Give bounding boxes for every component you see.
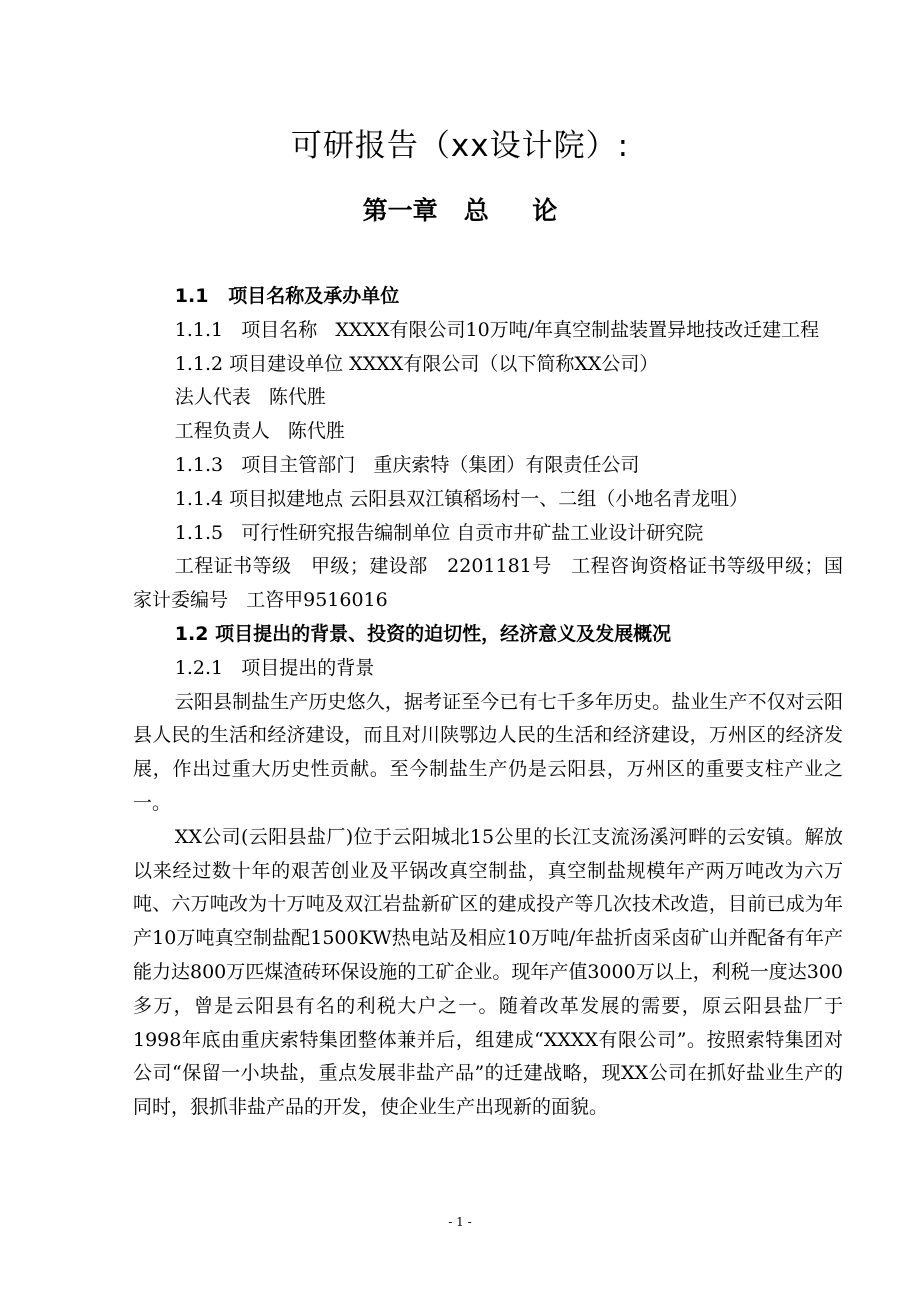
section-1-2-1: 1.2.1 项目提出的背景 <box>174 656 375 679</box>
certificate-info: 工程证书等级 甲级；建设部 2201181号 工程咨询资格证书等级甲级；国家计委编号 工咨甲9516016 <box>133 555 843 612</box>
section-1-1-4: 1.1.4 项目拟建地点 云阳县双江镇稻场村一、二组（小地名青龙咀） <box>174 487 749 510</box>
chapter-heading: 第一章 总 论 <box>362 196 558 225</box>
paragraph-history: 云阳县制盐生产历史悠久，据考证至今已有七千多年历史。盐业生产不仅对云阳县人民的生活和经济建设，而且对川陕鄂边人民的生活和经济建设，万州区的经济发展，作出过重大历史性贡献。至今制盐生产仍是云阳县，万州区的重要支柱产业之一。 <box>133 690 843 814</box>
page-number: - 1 - <box>448 1215 472 1229</box>
paragraph-company: XX公司(云阳县盐厂)位于云阳城北15公里的长江支流汤溪河畔的云安镇。解放以来经过数十年的艰苦创业及平锅改真空制盐，真空制盐规模年产两万吨改为六万吨、六万吨改为十万吨及双江岩盐新矿区的建成投产等几次技术改造，目前已成为年产10万吨真空制盐配1500KW热电站及相应10万吨/年盐折卤采卤矿山并配备有年产能力达800万匹煤渣砖环保设施的工矿企业。现年产值3000万以上，利税一度达300多万，曾是云阳县有名的利税大户之一。随着改革发展的需要，原云阳县盐厂于1998年底由重庆索特集团整体兼并后，组建成“XXXX有限公司”。按照索特集团对公司“保留一小块盐，重点发展非盐产品”的迁建战略，现XX公司在抓好盐业生产的同时，狠抓非盐产品的开发，使企业生产出现新的面貌。 <box>133 825 843 1119</box>
section-1-2-heading: 1.2 项目提出的背景、投资的迫切性，经济意义及发展概况 <box>174 622 672 645</box>
section-1-1-3: 1.1.3 项目主管部门 重庆索特（集团）有限责任公司 <box>174 453 640 476</box>
legal-representative: 法人代表 陈代胜 <box>174 386 326 409</box>
engineering-lead: 工程负责人 陈代胜 <box>174 420 345 443</box>
document-title: 可研报告（xx设计院）: <box>290 128 630 164</box>
section-1-1-1: 1.1.1 项目名称 XXXX有限公司10万吨/年真空制盐装置异地技改迁建工程 <box>174 318 820 341</box>
document-body <box>133 280 843 1125</box>
section-1-1-5: 1.1.5 可行性研究报告编制单位 自贡市井矿盐工业设计研究院 <box>174 521 704 544</box>
section-1-1-2: 1.1.2 项目建设单位 XXXX有限公司（以下简称XX公司） <box>174 352 659 375</box>
section-1-1-heading: 1.1 项目名称及承办单位 <box>174 285 400 307</box>
